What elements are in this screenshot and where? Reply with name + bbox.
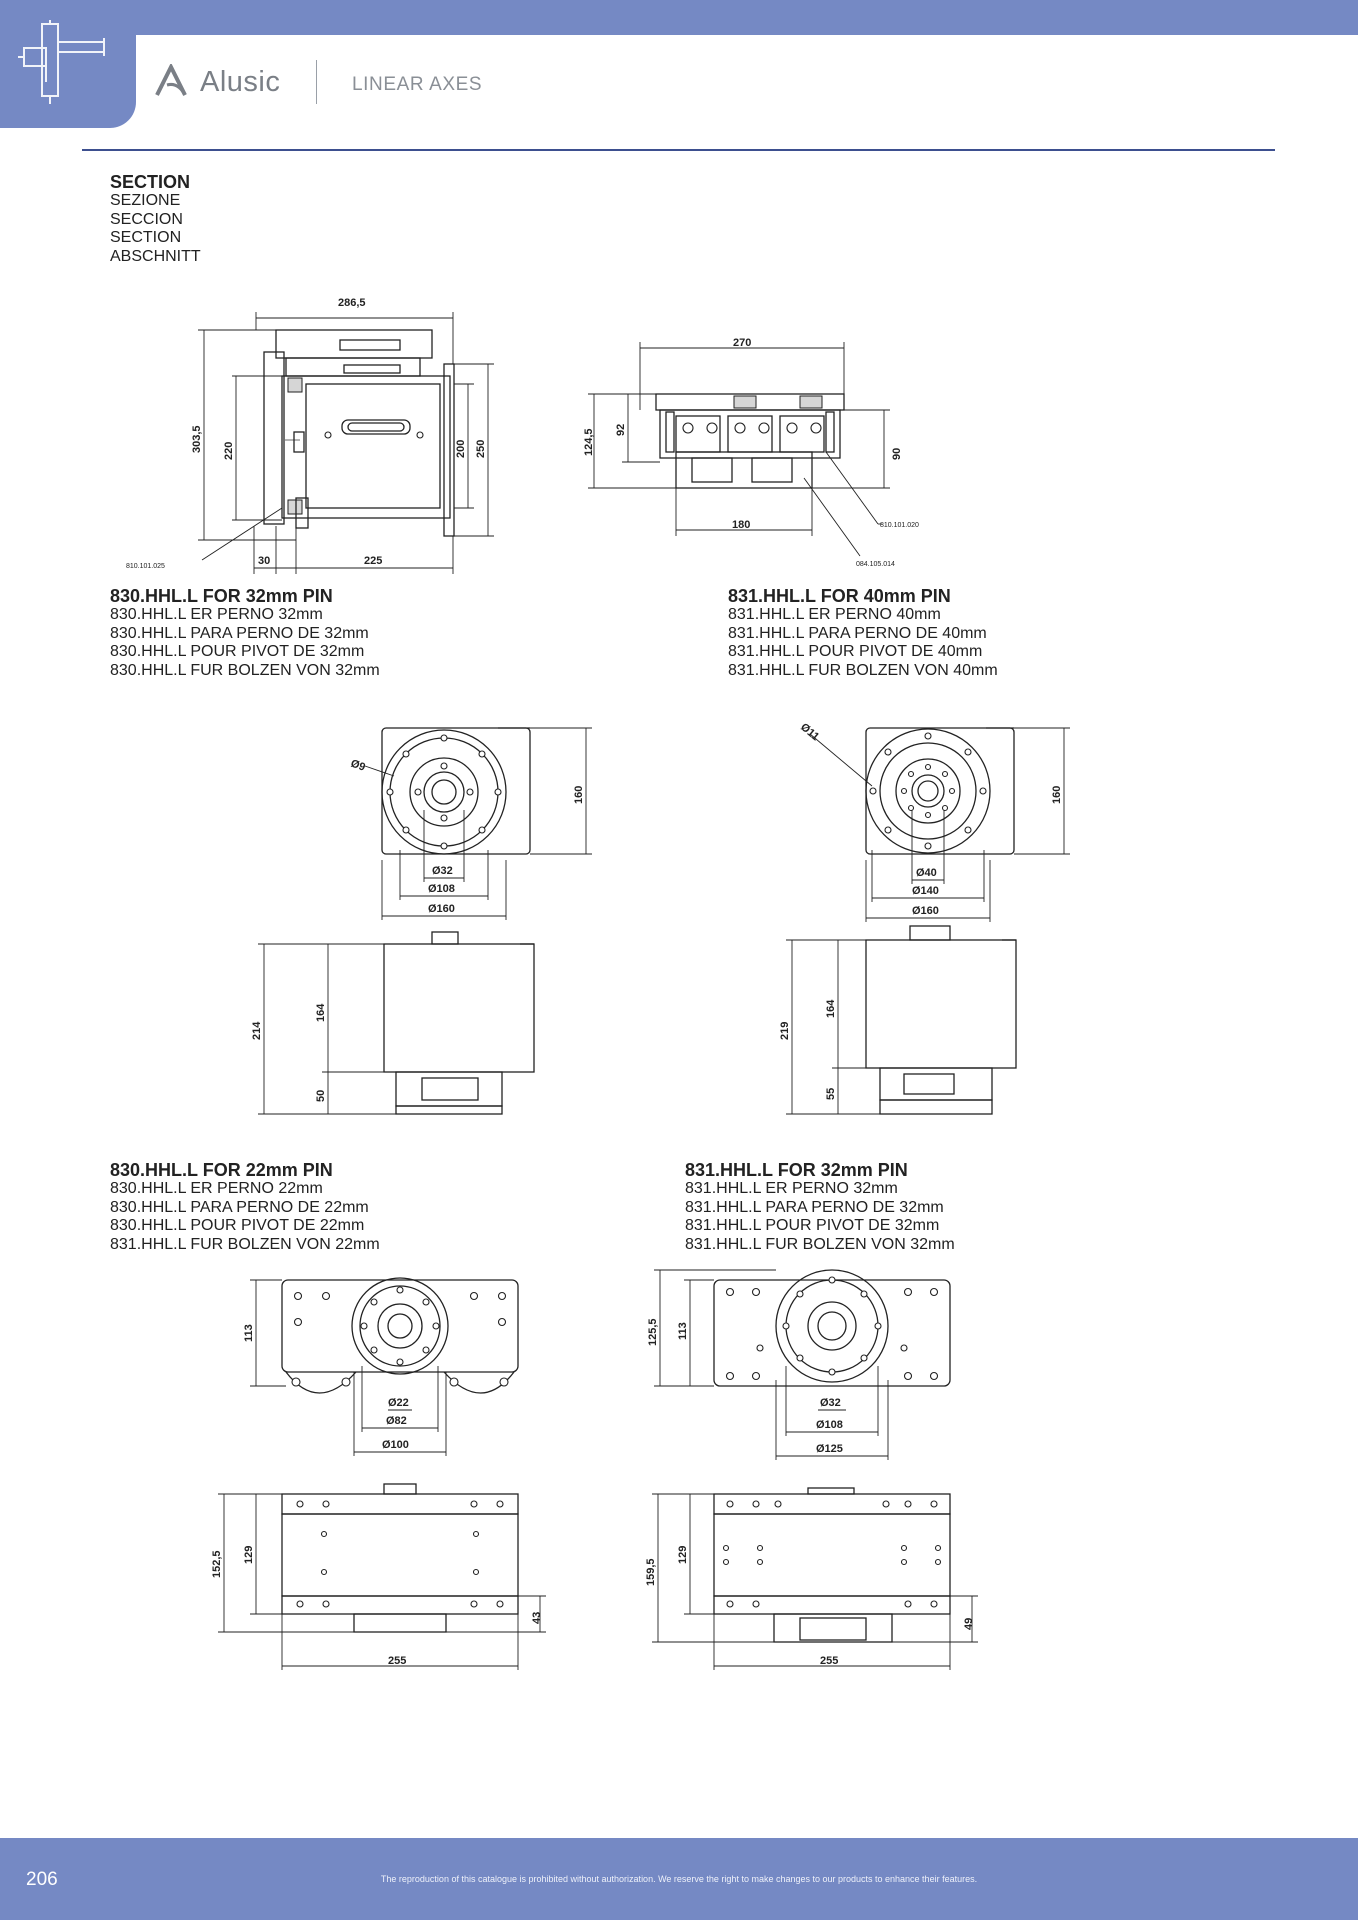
caption-title: 831.HHL.L FOR 32mm PIN	[685, 1160, 908, 1180]
section-title: LINEAR AXES	[352, 74, 483, 95]
front-view-831-40	[866, 728, 1014, 854]
dim-label: 164	[825, 999, 837, 1018]
dim-label: Ø140	[912, 885, 939, 897]
caption-title: 830.HHL.L FOR 22mm PIN	[110, 1160, 333, 1180]
part-ref: 810.101.020	[880, 522, 919, 529]
side-view-830-22	[282, 1484, 518, 1632]
section-caption-line: SEZIONE	[110, 192, 181, 209]
caption-line: 831.HHL.L ER PERNO 40mm	[728, 606, 941, 623]
dim-label: Ø108	[816, 1419, 843, 1431]
dim-label: Ø160	[428, 903, 455, 915]
dim-label: Ø40	[916, 867, 937, 879]
side-view-830-32	[384, 932, 534, 1114]
dim-label: 160	[1051, 785, 1063, 804]
dim-label: Ø32	[432, 865, 453, 877]
side-830-22-dimensions	[211, 1494, 546, 1670]
part-ref: 084.105.014	[856, 561, 895, 568]
front-view-831-32	[714, 1270, 950, 1386]
caption-line: 831.HHL.L POUR PIVOT DE 40mm	[728, 643, 983, 660]
dim-label: Ø108	[428, 883, 455, 895]
dim-label: 164	[315, 1003, 327, 1022]
section-caption-title: SECTION	[110, 172, 191, 192]
dim-label: Ø82	[386, 1415, 407, 1427]
part-ref: 810.101.025	[126, 563, 165, 570]
side-831-32-dimensions	[645, 1494, 978, 1670]
caption-line: 831.HHL.L FUR BOLZEN VON 40mm	[728, 661, 998, 679]
dim-label: 129	[677, 1545, 689, 1564]
section-caption-line: ABSCHNITT	[110, 247, 201, 265]
dim-label: 160	[573, 785, 585, 804]
dim-label: 55	[825, 1087, 837, 1100]
dim-label: 303,5	[191, 425, 203, 453]
dim-label: 159,5	[645, 1558, 657, 1586]
side-831-40-dimensions	[779, 940, 880, 1114]
caption-line: 831.HHL.L PARA PERNO DE 32mm	[685, 1198, 944, 1216]
dim-label: Ø22	[388, 1397, 409, 1409]
caption-line: 831.HHL.L POUR PIVOT DE 32mm	[685, 1217, 940, 1234]
dim-label: 43	[531, 1611, 543, 1624]
brand-name: Alusic	[200, 66, 281, 98]
section-caption-line: SECTION	[110, 229, 182, 246]
front-831-40-dimensions	[798, 721, 1070, 922]
front-830-32-dimensions	[349, 728, 592, 920]
footer-disclaimer: The reproduction of this catalogue is prohibited without authorization. We reserve the right to make changes to our products to enhance their features.	[380, 1874, 978, 1884]
caption-line: 831.HHL.L PARA PERNO DE 40mm	[728, 624, 987, 642]
dim-label: 125,5	[647, 1318, 659, 1346]
dim-label: 30	[258, 555, 271, 567]
section-830-dimensions	[126, 297, 494, 574]
dim-label: Ø125	[816, 1443, 843, 1455]
dim-label: 124,5	[583, 428, 595, 456]
caption-line: 830.HHL.L POUR PIVOT DE 22mm	[110, 1217, 365, 1234]
caption-line: 831.HHL.L FUR BOLZEN VON 32mm	[685, 1235, 955, 1253]
dim-label: Ø100	[382, 1439, 409, 1451]
front-830-22-dimensions	[243, 1280, 446, 1456]
dim-label: 49	[963, 1617, 975, 1630]
front-view-830-22	[282, 1278, 518, 1393]
dim-label: Ø160	[912, 905, 939, 917]
dim-label: 225	[364, 555, 383, 567]
dim-label: 255	[820, 1655, 839, 1667]
caption-title: 831.HHL.L FOR 40mm PIN	[728, 586, 951, 606]
dim-label: Ø9	[348, 757, 367, 774]
caption-line: 830.HHL.L ER PERNO 32mm	[110, 606, 323, 623]
caption-title: 830.HHL.L FOR 32mm PIN	[110, 586, 333, 606]
page-number: 206	[26, 1869, 58, 1890]
dim-label: 90	[891, 447, 903, 460]
dim-label: 50	[315, 1089, 327, 1102]
section-drawing-831	[656, 394, 844, 488]
dim-label: 200	[455, 439, 467, 458]
caption-line: 830.HHL.L ER PERNO 22mm	[110, 1180, 323, 1197]
dim-label: 129	[243, 1545, 255, 1564]
dim-label: 220	[223, 441, 235, 460]
dim-label: 255	[388, 1655, 407, 1667]
caption-line: 830.HHL.L PARA PERNO DE 32mm	[110, 624, 369, 642]
side-830-32-dimensions	[251, 944, 396, 1114]
caption-line: 831.HHL.L FUR BOLZEN VON 22mm	[110, 1235, 380, 1253]
dim-label: 219	[779, 1021, 791, 1040]
side-view-831-40	[866, 926, 1016, 1114]
dim-label: 113	[677, 1322, 689, 1340]
dim-label: Ø32	[820, 1397, 841, 1409]
front-view-830-32	[382, 728, 530, 854]
caption-line: 830.HHL.L FUR BOLZEN VON 32mm	[110, 661, 380, 679]
caption-line: 830.HHL.L POUR PIVOT DE 32mm	[110, 643, 365, 660]
dim-label: 270	[733, 337, 752, 349]
dim-label: 152,5	[211, 1550, 223, 1578]
caption-line: 830.HHL.L PARA PERNO DE 22mm	[110, 1198, 369, 1216]
dim-label: 250	[475, 439, 487, 458]
section-drawing-830	[264, 330, 454, 536]
dim-label: 180	[732, 519, 751, 531]
dim-label: 92	[615, 423, 627, 436]
caption-line: 831.HHL.L ER PERNO 32mm	[685, 1180, 898, 1197]
dim-label: 214	[251, 1021, 263, 1040]
dim-label: 286,5	[338, 297, 366, 309]
section-caption-line: SECCION	[110, 210, 183, 228]
side-view-831-32	[714, 1488, 950, 1642]
front-831-32-dimensions	[647, 1270, 888, 1460]
dim-label: 113	[243, 1324, 255, 1342]
dim-label: Ø11	[798, 721, 822, 744]
